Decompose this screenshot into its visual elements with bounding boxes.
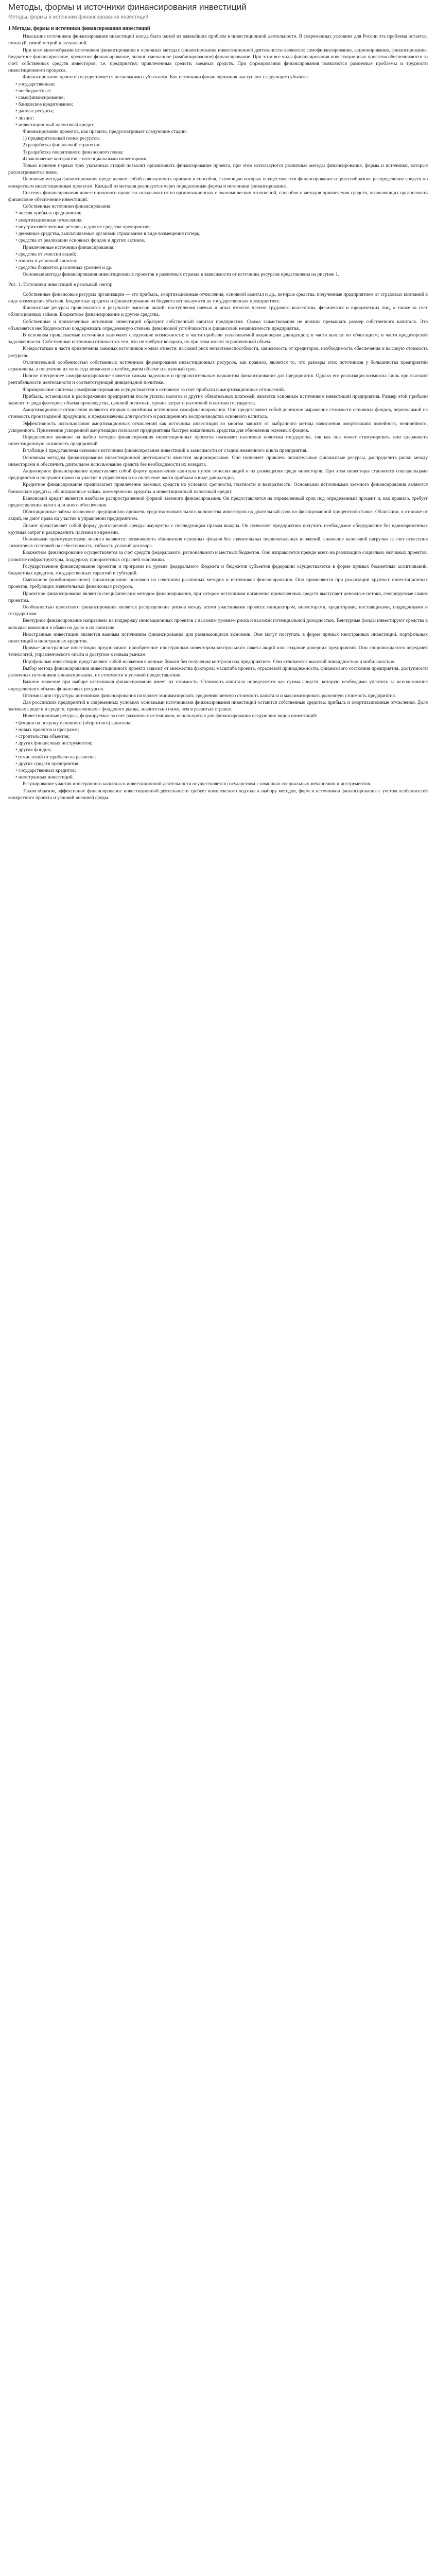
list-item: • лизинг; xyxy=(15,115,428,122)
paragraph: Финансовые ресурсы привлекаются в результате эмиссии акций, поступления паевых и иных взносов членов трудового коллектива, физических и юридических лиц, а также за счет облигационных займов. Бюджетное финансирование и другие средства. xyxy=(8,305,428,318)
list-item: • инвестиционный налоговый кредит. xyxy=(15,122,428,128)
list-item: • других средств предприятия; xyxy=(15,760,428,767)
bullet-list xyxy=(8,251,428,272)
paragraph: В таблице 1 представлены основные источники финансирования инвестиций в зависимости от стадии жизненного цикла предприятия. xyxy=(23,448,308,454)
paragraph: Иностранные инвестиции являются важным источником финансирования для развивающихся экономик. Они могут поступать в форме прямых иностранных инвестиций, портфельных инвестиций и иностранных кредитов. xyxy=(8,631,428,645)
paragraph: Полное внутреннее самофинансирование является самым надежным и предпочтительным вариантом финансирования для предприятия. Однако его реализация возможна лишь при высокой рентабельности деятельности и соответствующей дивидендной политике. xyxy=(8,373,428,386)
paragraph: Основные методы финансирования представляют собой совокупность приемов и способов, с помощью которых осуществляется финансирование и целесообразное распределение средств по конкретным инвестиционным проектам. Каждый из методов реализуется через определенные формы и источники финансирования. xyxy=(8,176,428,189)
paragraph: Эффективность использования амортизационных отчислений как источника инвестиций во многом зависит от выбранного метода начисления амортизации: линейного, нелинейного, ускоренного. Применение ускоренной амортизации позволяет предприятиям быстрее накапливать средства для обновления основных фондов. xyxy=(8,420,428,433)
paragraph: Оптимизация структуры источников финансирования позволяет минимизировать средневзвешенную стоимость капитала и максимизировать рыночную стоимость предприятия. xyxy=(23,692,396,699)
list-item: • иностранных инвестиций. xyxy=(15,774,428,781)
paragraph: Финансирование проектов, как правило, предусматривает следующие стадии: xyxy=(23,129,187,135)
paragraph: Важное значение при выборе источников финансирования имеет их стоимость. Стоимость капитала определяется как сумма средств, которую необходимо уплатить за использование определенного объема финансовых ресурсов. xyxy=(8,679,428,692)
paragraph: Облигационные займы позволяют предприятию привлечь средства значительного количества инвесторов на длительный срок по фиксированной процентной ставке. Облигации, в отличие от акций, не дают права на участие в управлении предприятием. xyxy=(8,509,428,522)
list-item: • денежные средства, выплачиваемые органами страхования в виде возмещения потерь; xyxy=(15,230,428,237)
list-item: • строительства объектов; xyxy=(15,733,428,740)
section-heading: 1 Методы, формы и источники финансирования инвестиций xyxy=(8,26,150,31)
paragraph: 2) разработка финансовой стратегии; xyxy=(23,142,101,148)
paragraph: Амортизационные отчисления являются вторым важнейшим источником самофинансирования. Они представляют собой денежное выражение стоимости основных фондов, переносимой на стоимость производимой продукции, и предназначены для простого и расширенного воспроизводства основного капитала. xyxy=(8,407,428,420)
list-item: • данные ресурсы; xyxy=(15,108,428,114)
breadcrumb-link[interactable]: Методы, формы и источники финансирования инвестиций xyxy=(8,14,149,20)
paragraph: Прямые иностранные инвестиции предполагают приобретение иностранным инвестором контрольного пакета акций или создание дочерних предприятий. Они сопровождаются передачей технологий, управленческого опыта и доступом к новым рынкам. xyxy=(8,645,428,658)
paragraph: Отличительной особенностью собственных источников формирования инвестиционных ресурсов, как правило, является то, что размеры этих источников у большинства предприятий ограничены, а получение их не всегда возможно в необходимом объеме и в нужный срок. xyxy=(8,359,428,372)
list-item: • средства бюджетов различных уровней и др. xyxy=(15,264,428,271)
page xyxy=(0,0,436,811)
list-item: • других финансовых инструментов; xyxy=(15,740,428,747)
list-item: • чистая прибыль предприятия; xyxy=(15,210,428,216)
paragraph: Основными преимуществами лизинга являются: возможность обновления основных фондов без значительных первоначальных вложений, снижение налоговой нагрузки за счет отнесения лизинговых платежей на себестоимость, гибкость условий договора. xyxy=(8,536,428,549)
list-item: • других фондов; xyxy=(15,747,428,753)
list-item: • государственные; xyxy=(15,81,428,88)
paragraph: Акционерное финансирование представляет собой форму привлечения капитала путем эмиссии акций и их размещения среди инвесторов. При этом инвесторы становятся совладельцами предприятия и получают право на участие в управлении и на получение части прибыли в виде дивидендов. xyxy=(8,468,428,481)
list-item: • государственных кредитов; xyxy=(15,767,428,774)
list-item: • самофинансирование; xyxy=(15,94,428,101)
list-item: • фондов на покупку основного (оборотного) капитала; xyxy=(15,720,428,726)
bullet-list xyxy=(8,81,428,128)
paragraph: Проектное финансирование является специфическим методом финансирования, при котором источником погашения привлеченных средств выступают денежные потоки, генерируемые самим проектом. xyxy=(8,590,428,603)
list-item: • средства от реализации основных фондов и других активов. xyxy=(15,237,428,244)
paragraph: Выбор метода финансирования инвестиционного проекта зависит от множества факторов: масштаба проекта, отраслевой принадлежности, финансового состояния предприятия, доступности различных источников финансирования, их стоимости и условий предоставления. xyxy=(8,665,428,679)
paragraph: Особенностью проектного финансирования является распределение рисков между всеми участниками проекта: инициатором, инвесторами, кредиторами, поставщиками, подрядчиками и государством. xyxy=(8,604,428,617)
paragraph: Изыскание источников финансирования инвестиций всегда было одной из важнейших проблем в инвестиционной деятельности. В современных условиях для России эта проблема остается, пожалуй, самой острой и актуальной. xyxy=(8,33,428,46)
list-item: • новых проектов и программ; xyxy=(15,726,428,733)
list-item: • отчислений от прибыли на развитие; xyxy=(15,754,428,760)
paragraph: Таким образом, эффективное финансирование инвестиционной деятельности требует комплексного подхода к выбору методов, форм и источников финансирования с учетом особенностей конкретного проекта и условий внешней среды. xyxy=(8,788,428,801)
bullet-list xyxy=(8,210,428,244)
paragraph: Бюджетное финансирование осуществляется за счет средств федерального, регионального и местных бюджетов. Оно направляется прежде всего на реализацию социально значимых проектов, развитие инфраструктуры, поддержку приоритетных отраслей экономики. xyxy=(8,550,428,563)
paragraph: Собственные и привлеченные источники инвестиций образуют собственный капитал предприятия. Сумма заимствования не должна превышать размер собственного капитала. Это объясняется необходимостью поддерживать определенную степень финансовой устойчивости и финансовой независимости предприятия. xyxy=(8,318,428,331)
paragraph: Инвестиционные ресурсы, формируемые за счет различных источников, используются для финансирования следующих видов инвестиций: xyxy=(23,713,318,719)
paragraph: При всем многообразии источников финансирования в основных методах финансирования инвестиционной деятельности являются: самофинансирование, акционирование, финансирование, бюджетное финансирование, кредитное финансирование, лизинг, смешанное (комбинированное) финансирование. При этом все виды финансирования инвестиционных проектов обеспечиваются за счет: собственных средств инвесторов, т.е. предприятия; привлеченных средств; заемных средств. При формировании финансирования появляются различные проблемы и трудности инвестиционного процесса. xyxy=(8,47,428,74)
paragraph: Регулирование участия иностранного капитала в инвестиционной деятельности осуществляется государством с помощью специальных механизмов и инструментов. xyxy=(23,781,371,787)
document-body xyxy=(8,25,428,801)
list-item: • средства от эмиссии акций; xyxy=(15,251,428,258)
paragraph: Для российских предприятий в современных условиях основными источниками финансирования инвестиций остаются собственные средства: прибыль и амортизационные отчисления. Доля заемных средств и средств, привлеченных с фондового рынка, значительно ниже, чем в развитых странах. xyxy=(8,699,428,713)
paragraph: Финансирование проектов осуществляется несколькими субъектами. Как источники финансирования выступают следующие субъекты: xyxy=(23,74,309,80)
paragraph: 1) предварительный поиск ресурсов; xyxy=(23,135,100,142)
paragraph: Только наличие первых трех указанных стадий позволит организовать финансирование проекта, при этом используются различные методы финансирования, формы и источники, которые рассматриваются ниже. xyxy=(8,163,428,176)
paragraph: Собственные финансовые ресурсы организации — это прибыль, амортизационные отчисления, основной капитал и др., которые средства, полученные предприятием от страховых компаний в виде возмещения убытков. Бюджетные кредиты и финансирование из бюджета используются на государственных предприятиях. xyxy=(8,291,428,304)
figure-caption: Рис. 1. Источники инвестиций в реальный сектор xyxy=(8,281,113,287)
paragraph: Государственное финансирование проектов и программ на уровне федерального бюджета и бюджетов субъектов федерации осуществляется в форме прямых бюджетных ассигнований, бюджетных кредитов, государственных гарантий и субсидий. xyxy=(8,563,428,577)
paragraph: Банковский кредит является наиболее распространенной формой заемного финансирования. Он предоставляется на определенный срок под определенный процент и, как правило, требует предоставления залога или иного обеспечения. xyxy=(8,495,428,509)
paragraph: Определенное влияние на выбор методов финансирования инвестиционных проектов оказывает налоговая политика государства, так как она может стимулировать или сдерживать инвестиционную активность предприятий. xyxy=(8,434,428,447)
list-item: • внебюджетные; xyxy=(15,88,428,94)
list-item: • внутрихозяйственные резервы и другие средства предприятия; xyxy=(15,224,428,230)
paragraph: Лизинг представляет собой форму долгосрочной аренды имущества с последующим правом выкупа. Он позволяет предприятию получить необходимое оборудование без единовременных крупных затрат и распределить платежи во времени. xyxy=(8,522,428,535)
paragraph: Формирование системы самофинансирования осуществляется в основном за счет прибыли и амортизационных отчислений. xyxy=(23,386,285,393)
paragraph: Венчурное финансирование направлено на поддержку инновационных проектов с высоким уровнем риска и высокой потенциальной доходностью. Венчурные фонды инвестируют средства в молодые компании в обмен на долю в их капитале. xyxy=(8,618,428,631)
paragraph: 3) разработка оперативного финансового плана; xyxy=(23,149,124,155)
list-item: • взносы в уставный капитал; xyxy=(15,258,428,264)
paragraph: Основным методом финансирования инвестиционной деятельности является акционирование. Оно позволяет привлечь значительные финансовые ресурсы, распределить риски между инвесторами и обеспечить длительное использование средств без необходимости их возврата. xyxy=(8,454,428,467)
page-title: Методы, формы и источники финансирования инвестиций xyxy=(8,2,247,12)
paragraph: Кредитное финансирование предполагает привлечение заемных средств на условиях срочности, платности и возвратности. Основными источниками заемного финансирования являются банковские кредиты, облигационные займы, коммерческие кредиты и инвестиционный налоговый кредит. xyxy=(8,482,428,495)
list-item: • банковское кредитование; xyxy=(15,101,428,108)
bullet-list xyxy=(8,720,428,781)
paragraph: Прибыль, остающаяся в распоряжении предприятия после уплаты налогов и других обязательных платежей, является основным источником инвестиций предприятия. Размер этой прибыли зависит от ряда факторов: объема производства, ценовой политики, уровня затрат и налоговой политики государства. xyxy=(8,393,428,406)
paragraph: Портфельные инвестиции представляют собой вложения в ценные бумаги без получения контроля над предприятием. Они отличаются высокой ликвидностью и мобильностью. xyxy=(23,658,396,665)
list-item: • амортизационные отчисления; xyxy=(15,217,428,224)
paragraph: Основные методы финансирования инвестиционных проектов в различных странах в зависимости от источника ресурсов представлены на рисунке 1. xyxy=(23,272,339,278)
paragraph: Привлеченные источники финансирования: xyxy=(23,244,115,250)
breadcrumb xyxy=(8,14,428,20)
paragraph: К недостаткам в части привлечения заемных источников можно отнести: высокий риск неплатежеспособности, зависимость от кредиторов, необходимость обеспечения и высокую стоимость ресурсов. xyxy=(8,346,428,359)
paragraph: В основном привлекаемые источники включают следующие возможности: в части прибыли уплачиваемой акционерам дивидендов; в части выплат по облигациям; и части кредиторской задолженности. Собственные источники отличаются тем, что не требуют возврата, но при этом имеют ограниченный объем. xyxy=(8,332,428,345)
paragraph: Смешанное (комбинированное) финансирование основано на сочетании различных методов и источников финансирования. Оно применяется при реализации крупных инвестиционных проектов, требующих значительных финансовых ресурсов. xyxy=(8,577,428,590)
paragraph: 4) заключение контрактов с потенциальными инвесторами. xyxy=(23,156,148,162)
paragraph: Собственные источники финансирования: xyxy=(23,204,112,210)
paragraph: Системы финансирования инвестиционного процесса складываются из организационных и экономических отношений, способов и методов привлечения средств, позволяющих организовать финансовое обеспечение инвестиций. xyxy=(8,190,428,203)
